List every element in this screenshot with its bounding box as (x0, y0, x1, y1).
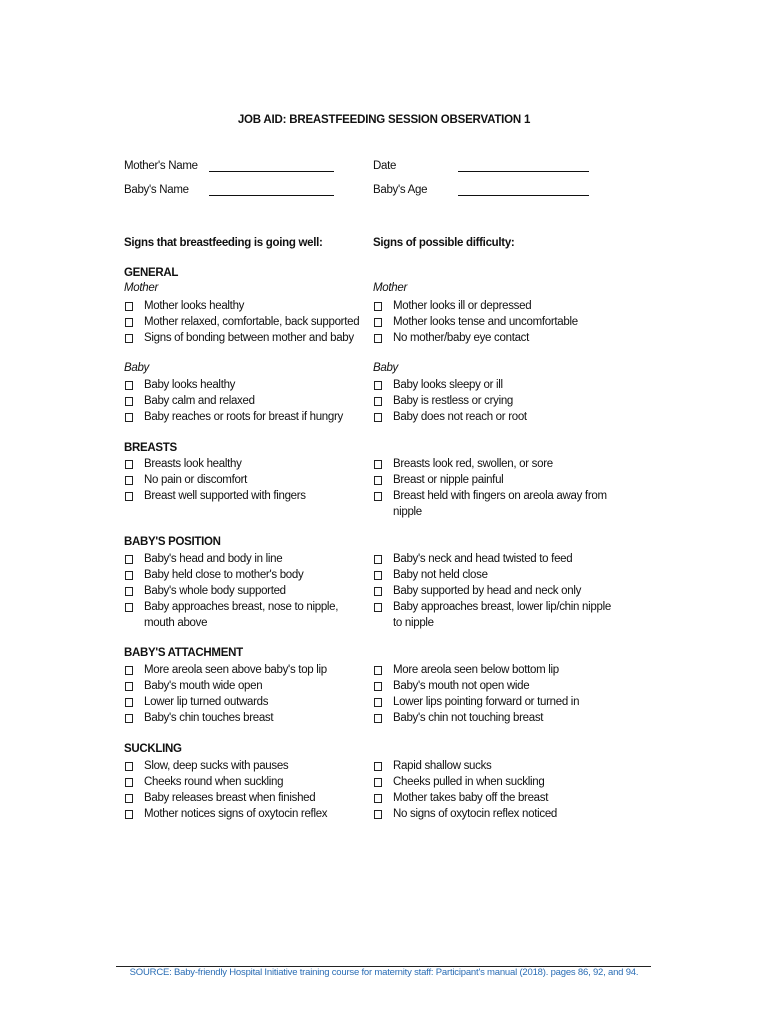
checkbox[interactable] (374, 492, 382, 501)
general-mother-good-list (124, 298, 369, 346)
checklist-item-text: Baby's neck and head twisted to feed (393, 553, 573, 565)
date-label: Date (373, 160, 397, 172)
checkbox[interactable] (374, 334, 382, 343)
checklist-item-text: Baby looks sleepy or ill (393, 379, 503, 391)
section-attachment-heading: BABY'S ATTACHMENT (124, 647, 243, 659)
checklist-item-text: Baby held close to mother's body (144, 569, 304, 581)
checklist-item (124, 314, 369, 330)
checklist-item-text: Breasts look healthy (144, 458, 242, 470)
checkbox[interactable] (374, 413, 382, 422)
checklist-item-text: Baby supported by head and neck only (393, 585, 582, 597)
checklist-item (124, 790, 369, 806)
checklist-item (124, 409, 369, 425)
checkbox[interactable] (125, 492, 133, 501)
checkbox[interactable] (374, 381, 382, 390)
checklist-item-text: Mother looks ill or depressed (393, 300, 532, 312)
checkbox[interactable] (125, 555, 133, 564)
checklist-item-text: Baby's head and body in line (144, 553, 283, 565)
general-mother-diff-list (373, 298, 618, 346)
checklist-item (124, 330, 369, 346)
checklist-item (373, 758, 618, 774)
attachment-good-list (124, 662, 369, 726)
checkbox[interactable] (125, 460, 133, 469)
checklist-item-text: Baby's whole body supported (144, 585, 286, 597)
checkbox[interactable] (125, 762, 133, 771)
checkbox[interactable] (374, 603, 382, 612)
checklist-item (373, 710, 618, 726)
checklist-item-text: Lower lip turned outwards (144, 696, 269, 708)
checklist-item-text: Baby not held close (393, 569, 488, 581)
checklist-item-text: Baby's chin touches breast (144, 712, 274, 724)
attachment-diff-list (373, 662, 618, 726)
checkbox[interactable] (374, 302, 382, 311)
checkbox[interactable] (125, 397, 133, 406)
checkbox[interactable] (125, 571, 133, 580)
checklist-item-text: Baby looks healthy (144, 379, 236, 391)
checkbox[interactable] (125, 714, 133, 723)
checklist-item-text: Baby is restless or crying (393, 395, 514, 407)
checkbox[interactable] (125, 587, 133, 596)
suckling-diff-list (373, 758, 618, 822)
checklist-item-text: Rapid shallow sucks (393, 760, 492, 772)
checkbox[interactable] (374, 682, 382, 691)
checklist-item-text: Baby's chin not touching breast (393, 712, 544, 724)
checklist-item-text: Baby's mouth not open wide (393, 680, 530, 692)
checklist-item (373, 678, 618, 694)
checkbox[interactable] (125, 334, 133, 343)
checklist-item-text: More areola seen below bottom lip (393, 664, 559, 676)
checklist-item-text: Cheeks round when suckling (144, 776, 284, 788)
checkbox[interactable] (125, 603, 133, 612)
checkbox[interactable] (374, 778, 382, 787)
babys-age-field[interactable] (458, 195, 589, 196)
general-baby-label-diff: Baby (373, 362, 399, 374)
checklist-item-text: Breasts look red, swollen, or sore (393, 458, 553, 470)
checkbox[interactable] (125, 778, 133, 787)
checklist-item (373, 488, 618, 520)
checkbox[interactable] (374, 397, 382, 406)
mothers-name-label: Mother's Name (124, 160, 198, 172)
checkbox[interactable] (125, 413, 133, 422)
checkbox[interactable] (125, 381, 133, 390)
checklist-item-text: No pain or discomfort (144, 474, 247, 486)
source-footnote: SOURCE: Baby-friendly Hospital Initiative training course for maternity staff: Participant's manual (2018). pages 86, 92, and 94. (129, 967, 639, 978)
checklist-item (124, 567, 369, 583)
checklist-item-text: No mother/baby eye contact (393, 332, 530, 344)
checklist-item-text: Breast well supported with fingers (144, 490, 306, 502)
checklist-item (124, 488, 369, 504)
checklist-item (373, 298, 618, 314)
checklist-item (124, 694, 369, 710)
checklist-item-text: Baby's mouth wide open (144, 680, 263, 692)
checklist-item-text: Breast or nipple painful (393, 474, 504, 486)
checklist-item (124, 678, 369, 694)
checkbox[interactable] (125, 810, 133, 819)
general-baby-good-list (124, 377, 369, 425)
mothers-name-field[interactable] (209, 171, 334, 172)
babys-name-label: Baby's Name (124, 184, 189, 196)
checklist-item-text: Baby approaches breast, nose to nipple, mouth above (144, 601, 339, 629)
checklist-item (373, 314, 618, 330)
checklist-item (124, 758, 369, 774)
checkbox[interactable] (125, 698, 133, 707)
checkbox[interactable] (125, 302, 133, 311)
checklist-item (373, 567, 618, 583)
checklist-item-text: Baby reaches or roots for breast if hungry (144, 411, 343, 423)
checkbox[interactable] (374, 318, 382, 327)
checklist-item (124, 472, 369, 488)
checklist-item-text: More areola seen above baby's top lip (144, 664, 327, 676)
checklist-item-text: Lower lips pointing forward or turned in (393, 696, 580, 708)
checklist-item (373, 662, 618, 678)
checklist-item-text: Cheeks pulled in when suckling (393, 776, 545, 788)
babys-name-field[interactable] (209, 195, 334, 196)
general-baby-diff-list (373, 377, 618, 425)
checklist-item-text: Mother relaxed, comfortable, back supported (144, 316, 360, 328)
breasts-diff-list (373, 456, 618, 520)
checklist-item (373, 551, 618, 567)
checkbox[interactable] (374, 587, 382, 596)
checklist-item (373, 472, 618, 488)
signs-difficulty-header: Signs of possible difficulty: (373, 237, 515, 249)
checkbox[interactable] (374, 794, 382, 803)
breasts-good-list (124, 456, 369, 504)
checkbox[interactable] (125, 682, 133, 691)
checklist-item (373, 806, 618, 822)
signs-going-well-header: Signs that breastfeeding is going well: (124, 237, 323, 249)
general-mother-label-diff: Mother (373, 282, 407, 294)
checklist-item (373, 790, 618, 806)
checklist-item (124, 710, 369, 726)
checklist-item-text: Mother looks tense and uncomfortable (393, 316, 578, 328)
checklist-item (124, 298, 369, 314)
checklist-item (373, 599, 618, 631)
checkbox[interactable] (374, 810, 382, 819)
checkbox[interactable] (374, 666, 382, 675)
checkbox[interactable] (374, 762, 382, 771)
general-mother-label-good: Mother (124, 282, 158, 294)
checklist-item-text: Signs of bonding between mother and baby (144, 332, 354, 344)
general-baby-label-good: Baby (124, 362, 150, 374)
checkbox[interactable] (125, 318, 133, 327)
checkbox[interactable] (374, 714, 382, 723)
checklist-item-text: Breast held with fingers on areola away from nipple (393, 490, 607, 518)
checklist-item (373, 694, 618, 710)
checklist-item (124, 806, 369, 822)
checkbox[interactable] (374, 460, 382, 469)
checklist-item-text: No signs of oxytocin reflex noticed (393, 808, 558, 820)
checkbox[interactable] (374, 555, 382, 564)
checklist-item (373, 774, 618, 790)
checklist-item (373, 393, 618, 409)
checkbox[interactable] (374, 698, 382, 707)
checklist-item (124, 583, 369, 599)
checklist-item (124, 456, 369, 472)
checklist-item-text: Baby calm and relaxed (144, 395, 255, 407)
checkbox[interactable] (125, 666, 133, 675)
checklist-item (124, 599, 369, 631)
checklist-item (124, 662, 369, 678)
date-field[interactable] (458, 171, 589, 172)
section-breasts-heading: BREASTS (124, 442, 177, 454)
checklist-item (124, 551, 369, 567)
checklist-item-text: Slow, deep sucks with pauses (144, 760, 289, 772)
checklist-item-text: Mother looks healthy (144, 300, 245, 312)
checklist-item-text: Mother takes baby off the breast (393, 792, 549, 804)
checklist-item (373, 583, 618, 599)
checklist-item (124, 377, 369, 393)
checkbox[interactable] (374, 476, 382, 485)
checkbox[interactable] (125, 794, 133, 803)
position-good-list (124, 551, 369, 631)
checklist-item (373, 377, 618, 393)
checklist-item-text: Baby approaches breast, lower lip/chin nipple to nipple (393, 601, 611, 629)
section-position-heading: BABY'S POSITION (124, 536, 221, 548)
page-title: JOB AID: BREASTFEEDING SESSION OBSERVATION 1 (237, 114, 531, 126)
checkbox[interactable] (374, 571, 382, 580)
checklist-item (124, 393, 369, 409)
position-diff-list (373, 551, 618, 631)
checklist-item (373, 409, 618, 425)
checklist-item (373, 330, 618, 346)
checklist-item (124, 774, 369, 790)
checkbox[interactable] (125, 476, 133, 485)
checklist-item-text: Baby releases breast when finished (144, 792, 316, 804)
section-general-heading: GENERAL (124, 267, 179, 279)
suckling-good-list (124, 758, 369, 822)
checklist-item-text: Baby does not reach or root (393, 411, 527, 423)
checklist-item-text: Mother notices signs of oxytocin reflex (144, 808, 328, 820)
babys-age-label: Baby's Age (373, 184, 428, 196)
checklist-item (373, 456, 618, 472)
section-suckling-heading: SUCKLING (124, 743, 182, 755)
